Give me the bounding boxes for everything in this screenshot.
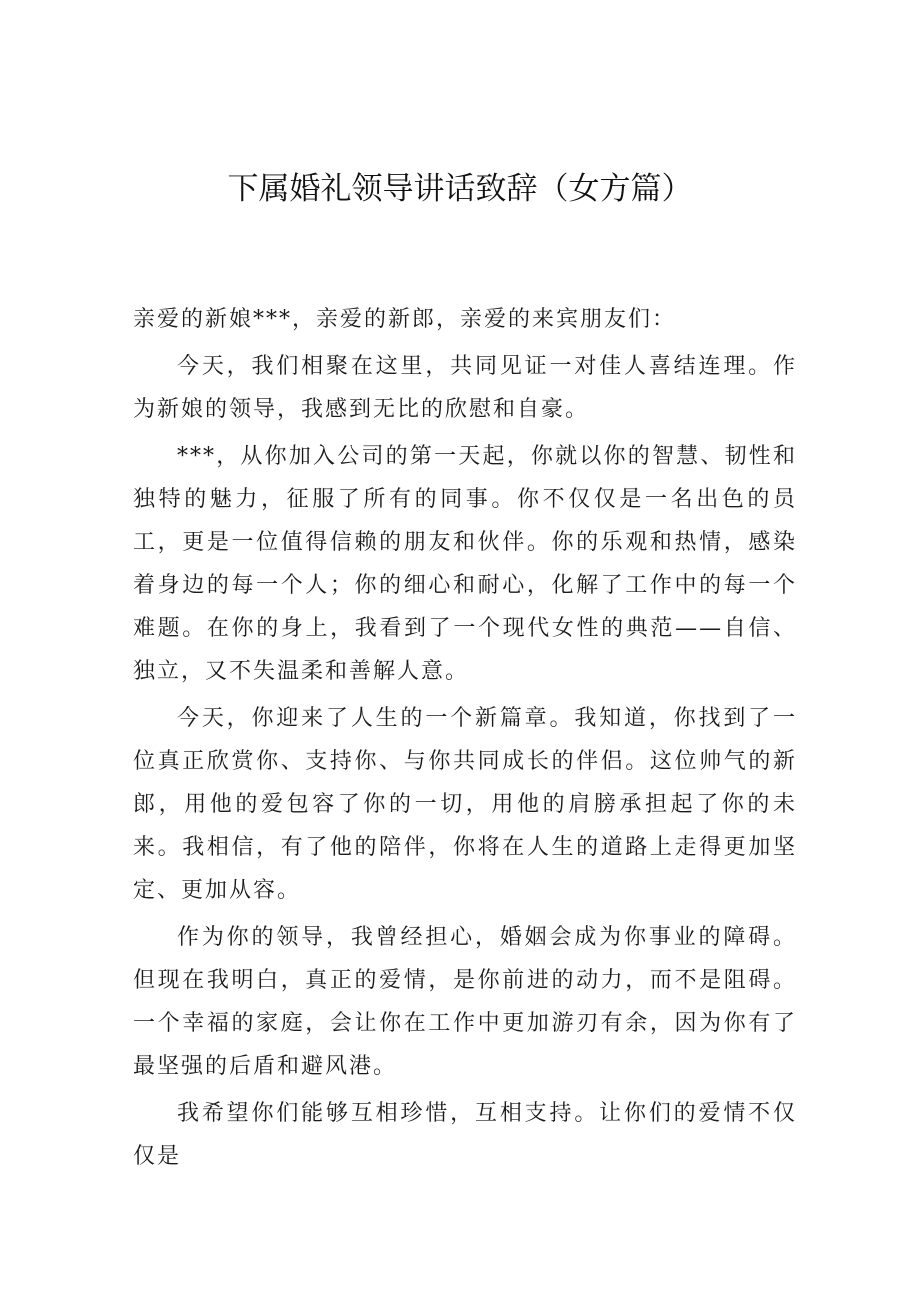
document-title: 下属婚礼领导讲话致辞（女方篇）	[227, 171, 693, 207]
paragraph-1: 今天，我们相聚在这里，共同见证一对佳人喜结连理。作为新娘的领导，我感到无比的欣慰和自豪。	[133, 354, 797, 422]
paragraph-3: 今天，你迎来了人生的一个新篇章。我知道，你找到了一位真正欣赏你、支持你、与你共同成长的伴侣。这位帅气的新郎，用他的爱包容了你的一切，用他的肩膀承担起了你的未来。我相信，有了他的陪伴，你将在人生的道路上走得更加坚定、更加从容。	[133, 706, 797, 903]
document-body	[133, 298, 797, 1182]
paragraph-2: ***，从你加入公司的第一天起，你就以你的智慧、韧性和独特的魅力，征服了所有的同事。你不仅仅是一名出色的员工，更是一位值得信赖的朋友和伙伴。你的乐观和热情，感染着身边的每一个人；你的细心和耐心，化解了工作中的每一个难题。在你的身上，我看到了一个现代女性的典范——自信、独立，又不失温柔和善解人意。	[133, 444, 797, 684]
paragraph-5: 我希望你们能够互相珍惜，互相支持。让你们的爱情不仅仅是	[133, 1101, 797, 1169]
salutation: 亲爱的新娘***，亲爱的新郎，亲爱的来宾朋友们：	[133, 307, 677, 332]
paragraph-4: 作为你的领导，我曾经担心，婚姻会成为你事业的障碍。但现在我明白，真正的爱情，是你前进的动力，而不是阻碍。一个幸福的家庭，会让你在工作中更加游刃有余，因为你有了最坚强的后盾和避风港。	[133, 925, 797, 1079]
